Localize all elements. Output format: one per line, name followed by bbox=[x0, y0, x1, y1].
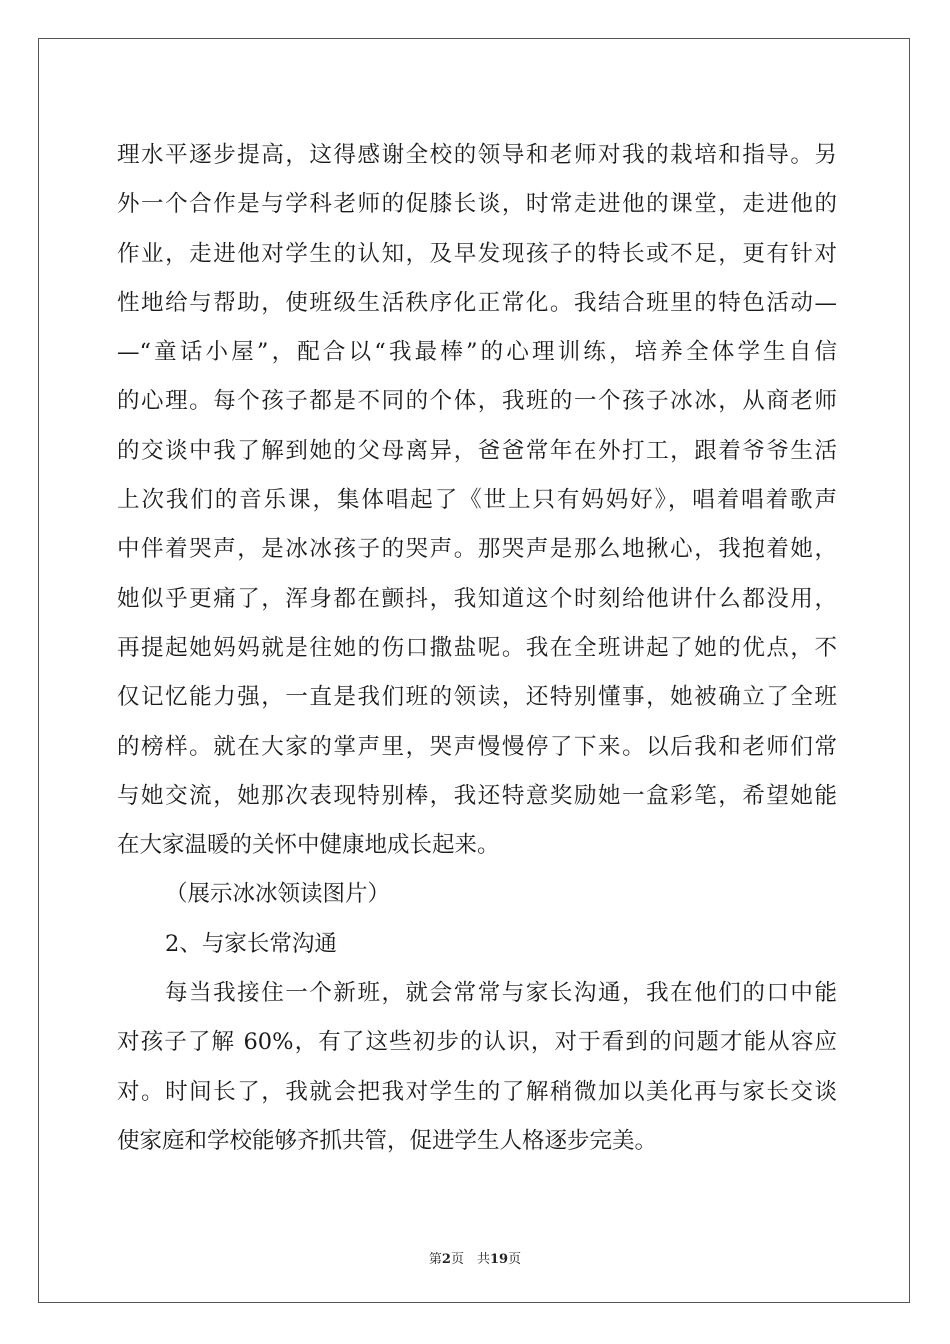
footer-suffix: 页 bbox=[508, 1252, 522, 1267]
image-caption: （展示冰冰领读图片） bbox=[165, 881, 391, 908]
total-page-number: 19 bbox=[489, 1252, 509, 1267]
text-line: 上次我们的音乐课，集体唱起了《世上只有妈妈好》，唱着唱着歌声 bbox=[117, 487, 837, 514]
text-line: 对。时间长了，我就会把我对学生的了解稍微加以美化再与家长交谈 bbox=[117, 1078, 837, 1105]
text-line: 使家庭和学校能够齐抓共管，促进学生人格逐步完美。 bbox=[117, 1127, 658, 1154]
section-heading: 2、与家长常沟通 bbox=[165, 930, 337, 957]
text-line: 性地给与帮助，使班级生活秩序化正常化。我结合班里的特色活动— bbox=[117, 289, 837, 316]
text-line: 她似乎更痛了，浑身都在颤抖，我知道这个时刻给他讲什么都没用， bbox=[117, 585, 837, 612]
text-line: 的心理。每个孩子都是不同的个体，我班的一个孩子冰冰，从商老师 bbox=[117, 388, 837, 415]
text-line: 作业，走进他对学生的认知，及早发现孩子的特长或不足，更有针对 bbox=[117, 240, 837, 267]
text-line: 再提起她妈妈就是往她的伤口撒盐呢。我在全班讲起了她的优点，不 bbox=[117, 634, 837, 661]
text-line: 的交谈中我了解到她的父母离异，爸爸常年在外打工，跟着爷爷生活 bbox=[117, 437, 837, 464]
text-line: 理水平逐步提高，这得感谢全校的领导和老师对我的栽培和指导。另 bbox=[117, 142, 837, 168]
document-body bbox=[117, 131, 837, 1166]
text-line: 外一个合作是与学科老师的促膝长谈，时常走进他的课堂，走进他的 bbox=[117, 191, 837, 218]
text-line: 每当我接住一个新班，就会常常与家长沟通，我在他们的口中能 bbox=[165, 980, 837, 1007]
text-line: 中伴着哭声，是冰冰孩子的哭声。那哭声是那么地揪心，我抱着她， bbox=[117, 536, 837, 563]
current-page-number: 2 bbox=[441, 1252, 451, 1267]
text-line: —“童话小屋”，配合以“我最棒”的心理训练，培养全体学生自信 bbox=[117, 339, 837, 366]
text-line: 仅记忆能力强，一直是我们班的领读，还特别懂事，她被确立了全班 bbox=[117, 684, 837, 711]
footer-mid: 页 共 bbox=[450, 1252, 490, 1267]
text-line: 在大家温暖的关怀中健康地成长起来。 bbox=[117, 832, 500, 859]
text-line: 对孩子了解 60%，有了这些初步的认识，对于看到的问题才能从容应 bbox=[117, 1029, 837, 1056]
footer-prefix: 第 bbox=[428, 1252, 442, 1267]
page-footer bbox=[0, 1248, 950, 1267]
text-line: 的榜样。就在大家的掌声里，哭声慢慢停了下来。以后我和老师们常 bbox=[117, 733, 837, 760]
text-line: 与她交流，她那次表现特别棒，我还特意奖励她一盒彩笔，希望她能 bbox=[117, 782, 837, 809]
